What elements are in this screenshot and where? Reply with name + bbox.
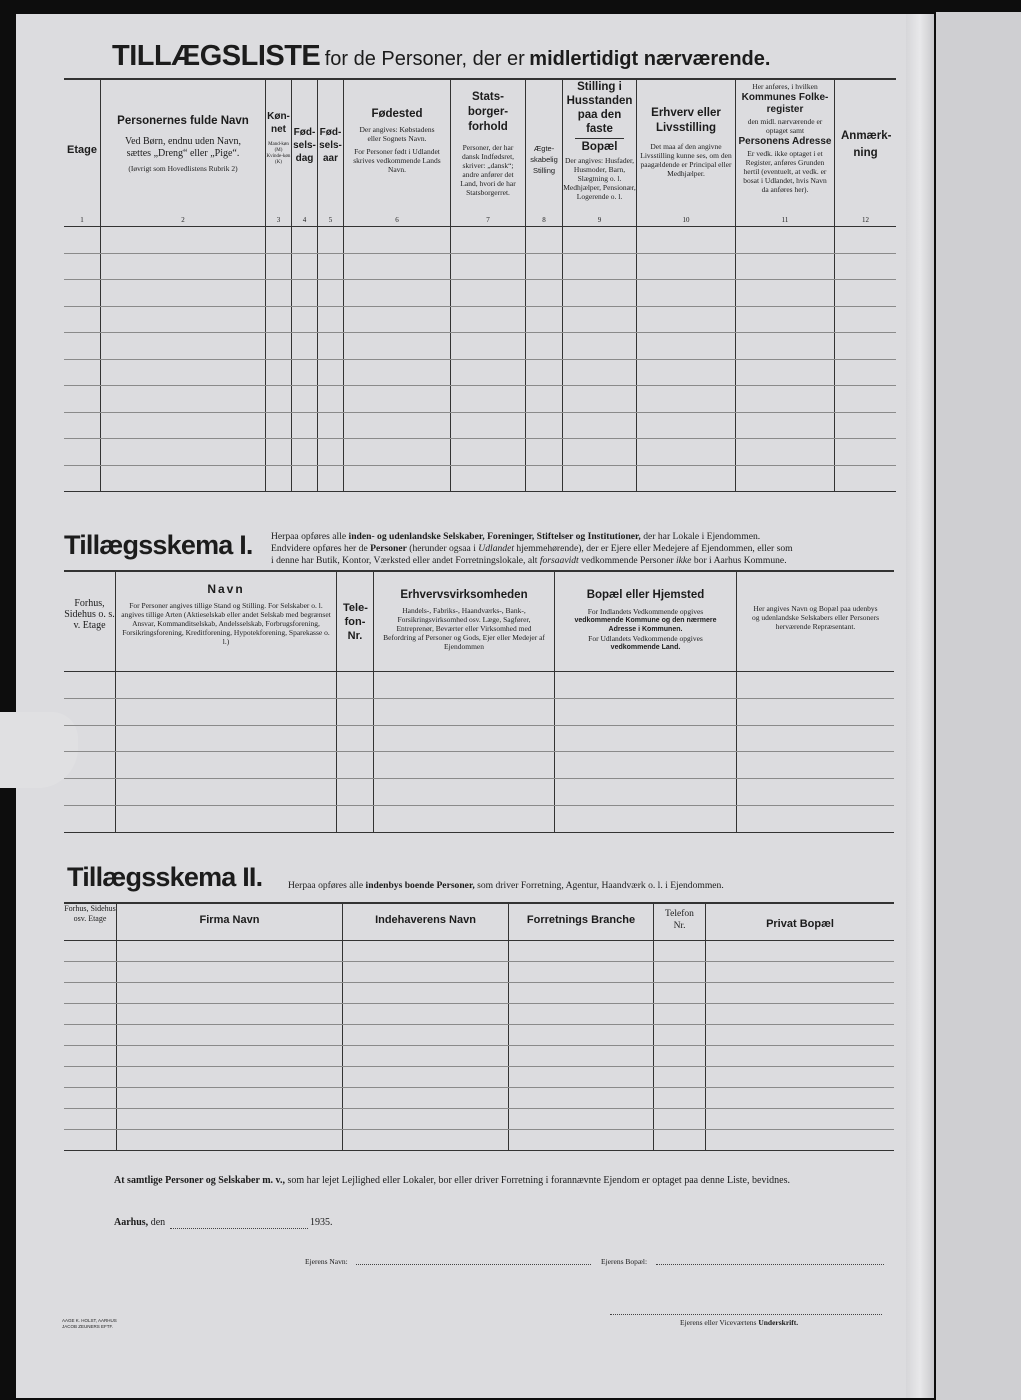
col-household-note: Der angives: Husfader, Husmoder, Barn, Slægtning o. l. Medhjælper, Pensionær, Logerende o. l. [563,156,636,201]
ruled-row-line [64,698,894,699]
skema1-col-business [374,588,554,651]
col-number: 6 [395,216,399,224]
year-label: 1935. [310,1217,333,1228]
col-number: 8 [542,216,546,224]
skema1-top-border [64,570,894,572]
ruled-row-line [64,725,894,726]
col-number: 12 [862,216,869,224]
skema1-col-business-note: Handels-, Fabriks-, Haandværks-, Bank-, Forsikringsvirksomhed osv. Læge, Sagfører, Entreprenør, Beværter eller Virksomhed med Befordring af Personer og Gods, Ejer eller Medejer af Ejendommen [383,606,545,651]
col-number: 3 [276,216,281,224]
col-number: 7 [486,216,490,224]
col-register-title: Kommunes Folke-register [741,92,829,115]
skema2-col-private-address: Privat Bopæl [766,918,834,930]
col-gender-note: Mand-køn (M) Kvinde-køn (K) [266,142,291,165]
skema1-col-residence-note: For Indlandets Vedkommende opgives [587,607,704,616]
main-table-header-border [64,226,896,227]
col-birthplace-title: Fødested [371,108,423,120]
skema1-col-residence-title: Bopæl eller Hjemsted [586,589,705,601]
ruled-row-line [64,438,896,439]
col-household-subtitle: Bopæl [575,138,624,154]
col-citizenship-header [451,90,525,197]
skema2-col-branch: Forretnings Branche [526,914,636,926]
ruled-row-line [64,751,894,752]
skema1-description: Herpaa opføres alle inden- og udenlandske Selskaber, Foreninger, Stiftelser og Institutioner, der har Lokale i Ejendommen. Endvidere opføres her de Personer (herunder ogsaa i Udlandet hjemmehørende), der er Ejere eller Medejere af Ejendommen, eller som i denne har Butik, Kontor, Værksted eller andet Forretningslokale, alt forsaavidt vedkommende Personer ikke bor i Aarhus Kommune. [271,531,793,566]
page-title: TILLÆGSLISTE for de Personer, der er midlertidigt nærværende. [112,40,771,72]
col-register-note: den midl. nærværende er optaget samt [747,117,823,135]
col-household-title: Stilling i Husstanden paa den faste [566,81,633,135]
skema1-title: Tillægsskema I. [64,530,253,560]
col-remark-header: Anmærk-ning [841,130,892,159]
owner-name-field[interactable] [356,1264,591,1265]
skema1-col-floor: Forhus, Sidehus o. s. v. Etage [64,598,115,631]
ruled-row-line [64,1045,894,1046]
skema2-title: Tillægsskema II. [67,862,263,892]
date-field[interactable] [170,1228,308,1229]
ruled-row-line [64,359,896,360]
col-marital-header: Ægte-skabelig Stilling [530,144,558,175]
attestation-statement: At samtlige Personer og Selskaber m. v., som har lejet Lejlighed eller Lokaler, bor eller driver Forretning i forannævnte Ejendom er optaget paa denne Liste, bevidnes. [114,1175,790,1186]
skema1-col-name [116,582,336,646]
skema2-bottom-border [64,1150,894,1151]
col-number: 9 [597,216,602,224]
skema2-col-owner: Indehaverens Navn [375,914,476,926]
col-number: 2 [181,216,185,224]
col-name-title: Personernes fulde Navn [117,115,249,127]
col-register-header [736,82,834,194]
col-divider [653,902,654,1150]
signature-field[interactable] [610,1314,882,1315]
signature-label: Ejerens eller Viceværtens Underskrift. [680,1318,799,1327]
ruled-row-line [64,778,894,779]
col-name-header [101,114,265,173]
owner-address-label: Ejerens Bopæl: [601,1257,648,1266]
col-register-address-title: Personens Adresse [738,136,832,147]
skema2-description: Herpaa opføres alle indenbys boende Personer, som driver Forretning, Agentur, Haandværk o. l. i Ejendommen. [288,880,724,891]
ruled-row-line [64,306,896,307]
skema1-col-phone: Tele-fon-Nr. [343,602,368,642]
col-occupation-title: Erhverv eller Livsstilling [651,107,721,134]
skema2-col-firm: Firma Navn [199,914,260,926]
ruled-row-line [64,332,896,333]
ruled-row-line [64,1066,894,1067]
ruled-row-line [64,253,896,254]
skema1-col-residence [555,588,736,652]
ruled-row-line [64,465,896,466]
col-birthday-header: Fød-sels-dag [293,127,316,164]
skema1-header-border [64,671,894,672]
ruled-row-line [64,279,896,280]
ruled-row-line [64,1024,894,1025]
col-name-note: Ved Børn, endnu uden Navn, sættes „Dreng“ eller „Pige“. [124,136,242,159]
col-divider [705,902,706,1150]
col-household-header [563,80,636,201]
col-gender-title: Køn-net [267,111,290,135]
col-number: 4 [302,216,307,224]
col-birthyear-header: Fød-sels-aar [319,127,342,164]
skema1-col-representative: Her angives Navn og Bopæl paa udenbys og udenlandske Selskabers eller Personers herværende Repræsentant. [751,604,880,631]
col-register-address-note: Er vedk. ikke optaget i et Register, anføres Grunden hertil (eventuelt, at vedk. er bosat i Udlandet, hvis Navn da anføres her). [743,149,827,194]
col-citizenship-title: Stats-borger-forhold [467,91,509,133]
skema2-col-floor: Forhus, Sidehus osv. Etage [64,904,116,923]
ruled-row-line [64,385,896,386]
skema1-col-name-title: Navn [207,582,245,596]
col-etage-header: Etage [67,144,97,156]
owner-address-field[interactable] [656,1264,884,1265]
skema2-col-phone: Telefon Nr. [665,909,694,931]
col-occupation-note: Det maa af den angivne Livsstilling kunne ses, om den paagældende er Principal eller Medhjælper. [640,142,732,178]
main-table-bottom-border [64,491,896,492]
col-register-intro: Her anføres, i hvilken [752,82,818,91]
col-birthplace-note2: For Personer født i Udlandet skrives vedkommende Lands Navn. [353,147,441,174]
col-divider [525,78,526,491]
skema2-top-border [64,902,894,904]
page-fold [906,14,934,1398]
col-birthplace-header [344,107,450,174]
col-number: 11 [781,216,789,224]
ruled-row-line [64,1129,894,1130]
ruled-row-line [64,1087,894,1088]
col-gender-header [266,110,291,166]
ruled-row-line [64,1003,894,1004]
col-divider [508,902,509,1150]
ruled-row-line [64,982,894,983]
main-table-top-border [64,78,896,80]
skema1-col-name-note: For Personer angives tillige Stand og Stilling. For Selskaber o. l. angives tillige Arten (Aktieselskab eller andet Selskab med begrænset Ansvar, Kommanditselskab, Andelsselskab, Forbrugsforening, Forsikringsforening, Kreditforening, Hypotekforening, Sparekasse o. l.) [121,601,331,646]
printer-imprint: AAGE K. HOLST, AARHUS JACOB ZEUNERS EFTF. [62,1318,117,1329]
skema1-col-residence-note: For Udlandets Vedkommende opgives [588,634,703,643]
ruled-row-line [64,961,894,962]
skema1-col-residence-note: vedkommende Land. [610,644,681,651]
owner-name-label: Ejerens Navn: [305,1257,348,1266]
facing-page [936,12,1021,1400]
col-birthplace-note: Der angives: Købstadens eller Sognets Navn. [359,125,435,143]
skema1-col-business-title: Erhvervsvirksomheden [400,589,528,601]
col-number: 5 [328,216,333,224]
col-divider [342,902,343,1150]
col-number: 10 [682,216,690,224]
col-name-note2: (Iøvrigt som Hovedlistens Rubrik 2) [128,164,238,173]
ruled-row-line [64,805,894,806]
skema1-col-residence-note: vedkommende Kommune og den nærmere Adresse i Kommunen. [574,617,717,633]
ruled-row-line [64,1108,894,1109]
ruled-row-line [64,412,896,413]
col-occupation-header [637,106,735,178]
col-citizenship-note: Personer, der har dansk Indfødsret, skriver: „dansk“; andre anfører det Land, hvori de har Statsborgerret. [460,143,516,197]
skema1-bottom-border [64,832,894,833]
col-number: 1 [80,216,84,224]
date-line: Aarhus, den [114,1217,166,1228]
skema2-header-border [64,940,894,941]
col-divider [116,902,117,1150]
